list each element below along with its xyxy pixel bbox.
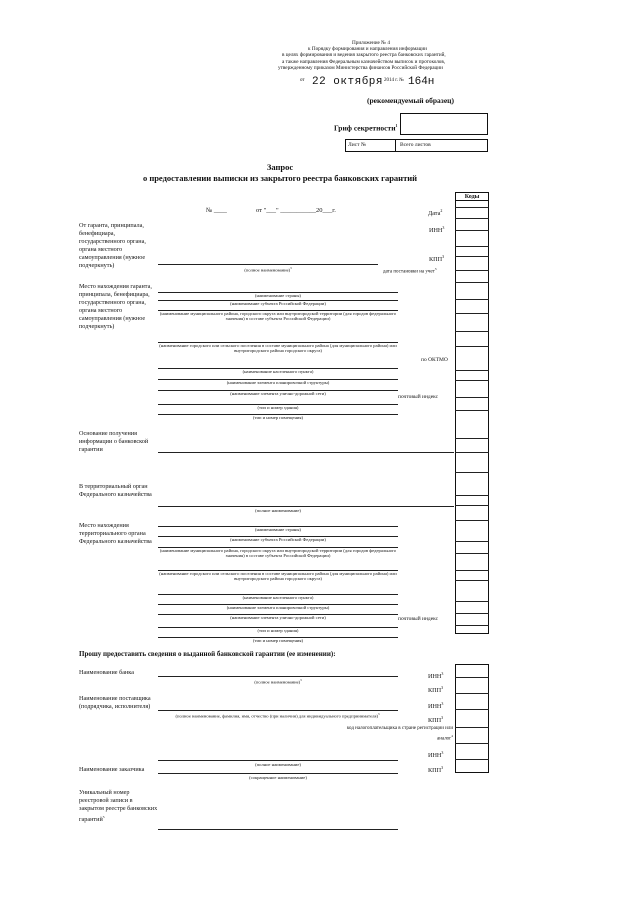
bank-caption-sup: 3 <box>300 678 302 682</box>
territorial-name-line[interactable] <box>158 506 454 507</box>
code-row-separator <box>455 677 489 678</box>
recommended-sample: (рекомендуемый образец) <box>367 96 454 105</box>
code-row-separator <box>455 727 489 728</box>
secrecy-label <box>334 123 398 133</box>
supplier-inn-text: ИНН <box>428 703 442 711</box>
bank-inn-label <box>428 670 443 680</box>
code-row-separator <box>455 331 489 332</box>
order-prefix: от <box>300 78 305 83</box>
address-caption: (наименование элемента планировочной структуры) <box>226 605 330 610</box>
bank-caption <box>158 678 398 685</box>
customer-inn-text: ИНН <box>428 752 442 760</box>
address-caption: (наименование элемента улично-дорожной сети) <box>230 615 326 620</box>
code-row-separator <box>455 313 489 314</box>
inn-label-text: ИНН <box>429 227 443 235</box>
codes-header: Коды <box>455 192 489 201</box>
oktmo-label: по ОКТМО <box>421 357 448 363</box>
tax-code-label <box>335 726 453 743</box>
bank-kpp-sup: 3 <box>441 685 444 690</box>
supplier-kpp-text: КПП <box>428 717 442 725</box>
guarantor-name-line[interactable] <box>158 264 378 265</box>
code-row-separator <box>455 601 489 602</box>
header-line-3: а также направления Федеральным казначейством выписок и протоколов, <box>282 58 446 65</box>
customer-kpp-label <box>428 764 443 774</box>
customer-inn-label <box>428 749 443 759</box>
guarantor-label: От гаранта, принципала, бенефициара, государственного органа, органа местного самоуправления (нужное подчеркнуть) <box>79 222 146 269</box>
request-number[interactable]: № ____ <box>206 207 227 214</box>
code-row-separator <box>455 452 489 453</box>
code-row-separator <box>455 397 489 398</box>
basis-line[interactable] <box>158 452 454 453</box>
supplier-kpp-label <box>428 714 443 724</box>
registry-number-line[interactable] <box>158 829 398 830</box>
kpp-label <box>429 253 444 263</box>
customer-label: Наименование заказчика <box>79 766 145 773</box>
date-label-text: Дата <box>428 210 441 218</box>
code-row-separator <box>455 759 489 760</box>
address-caption: (наименование муниципального района, городского округа или внутригородской территории (для городов федерального значения) в составе субъекта Российской Федерации) <box>159 311 397 322</box>
header-block <box>278 40 478 71</box>
tax-code-text: код налогоплательщика в стране регистрации или аналог <box>346 726 453 742</box>
registry-sup: 5 <box>102 815 105 819</box>
address-caption: (наименование субъекта Российской Федерации) <box>230 301 326 306</box>
code-row-separator <box>455 505 489 506</box>
address-caption: (наименование элемента улично-дорожной сети) <box>230 391 326 396</box>
header-line-4: утвержденному приказом Министерства финансов Российской Федерации <box>278 64 443 71</box>
address-caption: (тип и номер здания) <box>257 405 299 410</box>
code-row-separator <box>455 613 489 614</box>
code-row-separator <box>455 520 489 521</box>
guarantor-caption-text: (полное наименование) <box>244 267 291 273</box>
supplier-caption <box>175 712 380 719</box>
code-row-separator <box>455 438 489 439</box>
code-row-separator <box>455 693 489 694</box>
customer-caption-full: (полное наименование) <box>255 762 301 767</box>
territorial-label: В территориальный орган Федерального казначейства <box>79 483 152 498</box>
bank-kpp-label <box>428 684 443 694</box>
address-caption: (тип и номер помещения) <box>252 638 304 643</box>
customer-kpp-sup: 3 <box>441 765 444 770</box>
basis-label: Основание получения информации о банковской гарантии <box>79 430 149 453</box>
supplier-kpp-sup: 3 <box>441 715 444 720</box>
bank-inn-text: ИНН <box>428 673 442 681</box>
bank-kpp-text: КПП <box>428 687 442 695</box>
code-row-separator <box>455 580 489 581</box>
inn-label <box>429 224 444 234</box>
supplier-name-line[interactable] <box>158 710 398 711</box>
code-row-separator <box>455 282 489 283</box>
code-row-separator <box>455 541 489 542</box>
address-caption: (наименование страны) <box>255 527 301 532</box>
code-row-separator <box>455 743 489 744</box>
customer-caption-short: (сокращенное наименование) <box>249 775 307 780</box>
postal-index-label-1: почтовый индекс <box>398 394 439 400</box>
secrecy-field[interactable] <box>400 113 488 135</box>
supplier-inn-sup: 3 <box>441 701 444 706</box>
code-row-separator <box>455 410 489 411</box>
customer-inn-sup: 3 <box>441 750 444 755</box>
order-year: 2014 г. № <box>384 78 405 83</box>
code-row-separator <box>455 218 489 219</box>
guarantor-caption-sup: 3 <box>290 266 292 270</box>
code-row-separator <box>455 207 489 208</box>
title-line-1: Запрос <box>266 162 294 172</box>
postal-index-label-2: почтовый индекс <box>398 616 439 622</box>
address-caption: (тип и номер здания) <box>257 628 299 633</box>
customer-kpp-text: КПП <box>428 767 442 775</box>
address-caption: (наименование субъекта Российской Федерации) <box>230 537 326 542</box>
customer-short-name-line[interactable] <box>158 773 398 774</box>
territorial-caption: (полное наименование) <box>255 508 301 513</box>
header-line-1: к Порядку формирования и направления информации <box>308 46 427 53</box>
registry-label <box>79 789 159 824</box>
address-caption: (тип и номер помещения) <box>252 415 304 420</box>
address-caption: (наименование населенного пункта) <box>242 369 314 374</box>
address-caption: (наименование элемента планировочной структуры) <box>226 380 330 385</box>
secrecy-sup: 1 <box>395 123 398 128</box>
codes-column <box>455 200 489 634</box>
secrecy-label-text: Гриф секретности <box>334 123 396 133</box>
code-row-separator <box>455 230 489 231</box>
location-label: Место нахождения гаранта, принципала, бенефициара, государственного органа, органа местного самоуправления (нужное подчеркнуть) <box>79 283 152 330</box>
bank-name-line[interactable] <box>158 676 398 677</box>
code-row-separator <box>455 299 489 300</box>
code-row-separator <box>455 625 489 626</box>
address-caption: (наименование населенного пункта) <box>242 595 314 600</box>
reg-date-label <box>383 266 437 276</box>
code-row-separator <box>455 346 489 347</box>
supplier-caption-sup: 3 <box>378 712 380 716</box>
reg-date-sup: 3 <box>434 267 437 271</box>
customer-full-name-line[interactable] <box>158 760 398 761</box>
request-date[interactable]: от "___" ___________20___г. <box>256 207 336 214</box>
supplier-label: Наименование поставщика (подрядчика, исполнителя) <box>79 695 151 710</box>
address-caption: (наименование муниципального района, городского округа или внутригородской территории (для городов федерального значения) в составе субъекта Российской Федерации) <box>159 548 397 559</box>
supplier-inn-label <box>428 700 443 710</box>
code-row-separator <box>455 472 489 473</box>
date-sup: 2 <box>440 208 443 213</box>
header-line-2: в целях формирования и ведения закрытого реестра банковских гарантий, <box>282 52 446 59</box>
sheet-total-label[interactable]: Всего листов <box>400 142 431 148</box>
code-row-separator <box>455 380 489 381</box>
kpp-label-text: КПП <box>429 256 443 264</box>
date-label <box>428 207 442 217</box>
sheet-box <box>345 139 488 152</box>
bank-inn-sup: 3 <box>441 671 444 676</box>
sheet-number-label[interactable]: Лист № <box>346 140 396 151</box>
address-caption: (наименование городского или сельского поселения в составе муниципального района (для муниципального района) или внутригородского района городского округа) <box>159 571 397 582</box>
code-row-separator <box>455 570 489 571</box>
kpp-sup: 3 <box>442 254 445 259</box>
address-caption: (наименование городского или сельского поселения в составе муниципального района (для муниципального района) или внутригородского района городского округа) <box>159 343 397 354</box>
inn-sup: 3 <box>442 225 445 230</box>
address-caption: (наименование страны) <box>255 293 301 298</box>
guarantor-caption <box>158 266 378 273</box>
registry-label-text: Уникальный номер реестровой записи в закрытом реестре банковских гарантий <box>79 789 158 824</box>
bank-caption-text: (полное наименование) <box>254 679 301 685</box>
territorial-location-label: Место нахождения территориального органа Федерального казначейства <box>79 522 152 545</box>
title-line-2: о предоставлении выписки из закрытого реестра банковских гарантий <box>142 173 418 183</box>
code-row-separator <box>455 370 489 371</box>
order-number: 164н <box>408 76 435 88</box>
bank-label: Наименование банка <box>79 669 134 676</box>
code-row-separator <box>455 246 489 247</box>
request-codes-column <box>455 664 489 773</box>
code-row-separator <box>455 709 489 710</box>
appendix-number: Приложение № 4 <box>352 40 390 46</box>
tax-code-sup: 4 <box>451 733 453 738</box>
code-row-separator <box>455 270 489 271</box>
code-row-separator <box>455 553 489 554</box>
request-heading: Прошу предоставить сведения о выданной банковской гарантии (ее изменении): <box>79 650 336 658</box>
code-row-separator <box>455 256 489 257</box>
order-date: 22 октября <box>312 76 384 88</box>
code-row-separator <box>455 495 489 496</box>
reg-date-text: дата постановки на учет <box>383 269 435 275</box>
supplier-caption-text: (полное наименование, фамилия, имя, отчество (при наличии) для индивидуального предпринимателя) <box>175 713 379 719</box>
